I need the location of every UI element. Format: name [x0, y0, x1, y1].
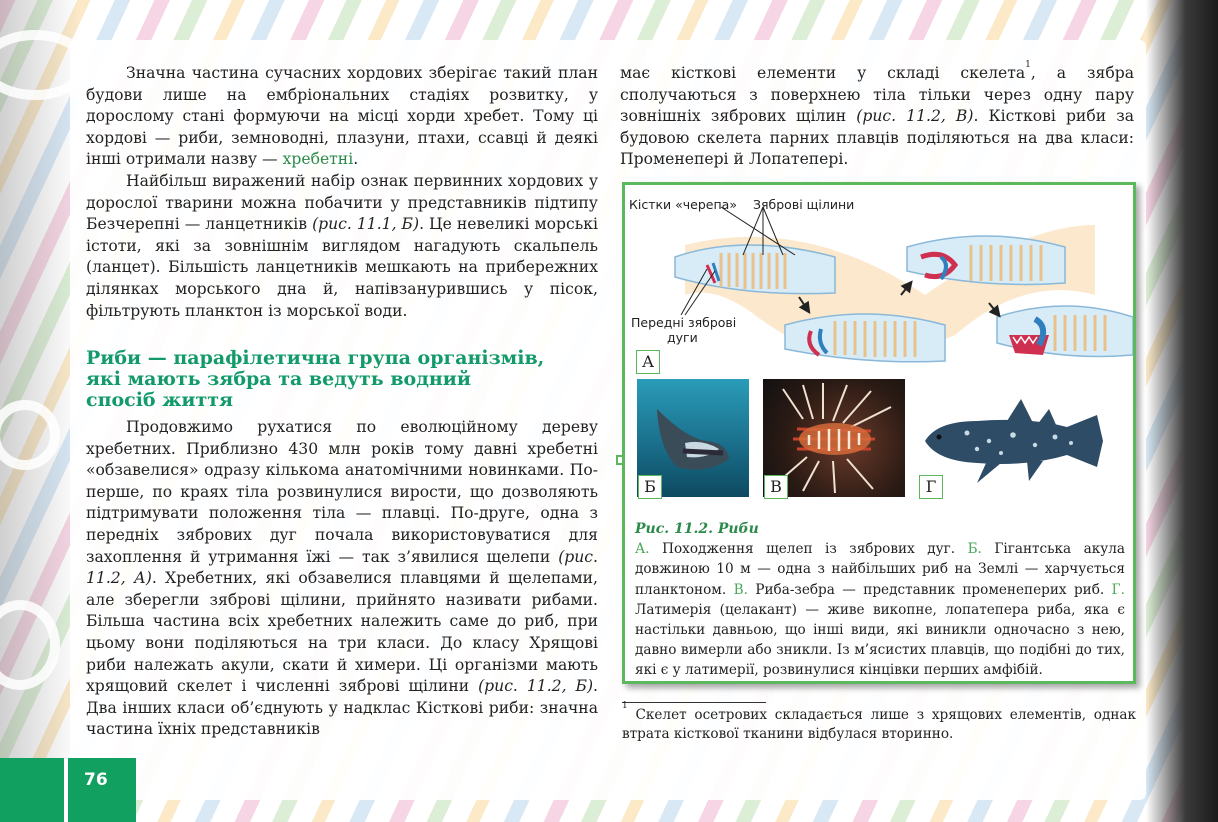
caption-text: А. Походження щелеп із зябрових дуг. Б. Гігантська акула довжиною 10 м — одна з найбільших риб на Землі — харчується планктоном. В. Риба-зебра — представник променеперих риб. Г. Латимерія (целакант) — живе викопне, лопатепера риба, яка є настільки давньою, що інші види, які виникли одночасно з нею, давно вимерли або зникли. Із м’ясистих плавців, що подібні до тих, які є у латимерії, розвинулися кінцівки перших амфібій. [635, 541, 1125, 679]
label-gill-arches-2: дуги [667, 330, 698, 345]
footnote-marker[interactable]: 1 [1025, 59, 1031, 70]
left-column-continued [86, 417, 598, 741]
paragraph: Продовжимо рухатися по еволюційному дереву хребетних. Приблизно 430 млн років тому давні хребетні «обзавелися» одразу кількома анатомічними новинками. По-перше, по краях тіла розвинулися вирости, що дозволяють підтримувати положення тіла — плавці. По-друге, одна з передніх зябрових дуг почала використовуватися для захоплення й утримання їжі — так з’явилися щелепи (рис. 11.2, А). Хребетних, які обзавелися плавцями й щелепами, але зберегли зяброві щілини, прийнято називати рибами. Більша частина всіх хребетних належить саме до риб, при цьому вони поділяються на три класи. До класу Хрящові риби належать акули, скати й химери. Ці організми мають хрящовий скелет і численні зяброві щілини (рис. 11.2, Б). Два інших класи об’єднують у надклас Кісткові риби: значна частина їхніх представників [86, 418, 599, 739]
figure-reference[interactable]: (рис. 11.2, В) [856, 107, 974, 126]
caption-title: Рис. 11.2. Риби [635, 521, 759, 537]
jaw-evolution-diagram [625, 185, 1133, 375]
panel-label-b: Б [638, 475, 662, 499]
panel-label-a: А [636, 350, 660, 374]
page-number: 76 [84, 770, 108, 790]
footnote-rule [622, 702, 766, 703]
page-edge-shadow [1146, 0, 1218, 822]
figure-11-2 [622, 182, 1136, 684]
figure-reference[interactable]: (рис. 11.1, Б) [312, 215, 420, 234]
footnote-number: 1 [622, 701, 628, 712]
label-gill-slits: Зяброві щілини [753, 197, 855, 212]
figure-caption [635, 519, 1125, 681]
paragraph: Значна частина сучасних хордових зберігає такий план будови лише на ембріональних стадіях розвитку, у дорослому стані формуючи на місці хорди хребет. Тому ці хордові — риби, земноводні, плазуни, птахи, ссавці й деякі інші отримали назву — хребетні. [86, 64, 598, 169]
left-column [86, 63, 598, 322]
paragraph: має кісткові елементи у складі скелета$^1$, а зябра сполучаються з поверхнею тіла тільки через одну пару зовнішніх зябрових щілин (рис. 11.2, В). Кісткові риби за будовою скелета парних плавців поділяються на два класи: Променепері й Лопатепері. [620, 59, 1135, 169]
figure-reference[interactable]: (рис. 11.2, Б) [478, 677, 594, 696]
footnote: $^1$ Скелет осетрових складається лише з хрящових елементів, однак втрата кісткової тканини відбулася вторинно. [622, 701, 1136, 742]
panel-label-g: Г [919, 475, 943, 499]
figure-reference[interactable]: (рис. 11.2, А) [86, 547, 598, 588]
panel-label-v: В [764, 475, 788, 499]
fish-head-3 [907, 236, 1065, 285]
section-heading: Риби — парафілетична група організмів, які мають зябра та ведуть водний спосіб життя [86, 347, 545, 411]
fish-head-2 [785, 314, 945, 362]
photo-coelacanth [917, 391, 1123, 491]
label-gill-arches: Передні зяброві [631, 315, 737, 330]
fish-head-4 [997, 306, 1133, 357]
label-skull-bones: Кістки «черепа» [629, 197, 737, 212]
right-column [620, 59, 1135, 171]
paragraph: Найбільш виражений набір ознак первинних хордових у дорослої тварини можна побачити у представників підтипу Безчерепні — ланцетників (рис. 11.1, Б). Це невеликі морські істоти, які за зовнішнім виглядом нагадують скальпель (ланцет). Більшість ланцетників мешкають на прибережних ділянках морського дна й, напівзанурившись у пісок, фільтрують планктон із морської води. [86, 171, 598, 320]
page-number-tab [0, 758, 136, 822]
term-vertebrates: хребетні [282, 150, 354, 169]
